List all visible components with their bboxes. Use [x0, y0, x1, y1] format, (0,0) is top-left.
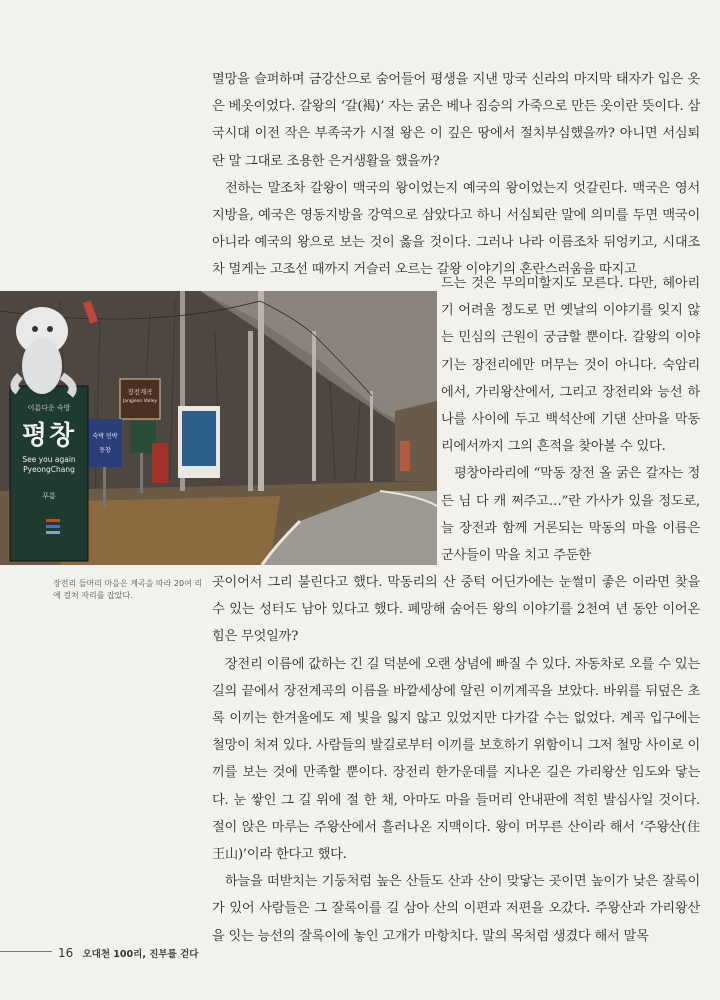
- book-title: 오대천 100리, 진부를 걷다: [82, 949, 199, 960]
- paragraph: 평창아라리에 “막동 장전 올 굵은 갈자는 정든 님 다 캐 쩌주고…”란 가사가 있을 정도로, 늘 장전과 함께 거론되는 막동의 마을 이름은 군사들이 막을 치고 주둔한: [441, 466, 700, 564]
- blue-sign-text: 숙박 민박: [92, 433, 118, 440]
- footer-rule: [0, 951, 52, 952]
- photo-caption: 장전리 들머리 마을은 계곡을 따라 20여 리에 걸쳐 자리를 잡았다.: [53, 579, 203, 600]
- body-text-top: [212, 66, 700, 284]
- paragraph: 곳이어서 그리 불린다고 했다. 막동리의 산 중턱 어딘가에는 눈썰미 좋은 이라면 찾을 수 있는 성터도 남아 있다고 했다. 폐망해 숨어든 왕의 이야기를 2천여 년 동안 이어온 힘은 무엇일까?: [212, 575, 700, 645]
- paragraph: 하늘을 떠받치는 기둥처럼 높은 산들도 산과 산이 맞닿는 곳이면 높이가 낮은 잘록이가 있어 사람들은 그 잘록이를 길 삼아 산의 이편과 저편을 오갔다. 주왕산과 가리왕산을 잇는 능선의 잘록이에 놓인 고개가 마항치다. 말의 목처럼 생겼다 해서 말목: [212, 874, 700, 944]
- sign-big-text: 평창: [21, 421, 77, 451]
- paragraph: 멸망을 슬퍼하며 금강산으로 숨어들어 평생을 지낸 망국 신라의 마지막 태자가 입은 옷은 베옷이었다. 갈왕의 ‘갈(褐)’ 자는 굵은 베나 짐승의 가죽으로 만든 옷이란 뜻이다. 삼국시대 이전 작은 부족국가 시절 왕은 이 깊은 땅에서 절치부심했을까? 아니면 서심퇴란 말 그대로 조용한 은거생활을 했을까?: [212, 72, 700, 169]
- sign-small-text: 푸름: [42, 492, 56, 500]
- board-label: 장전계곡: [127, 388, 153, 396]
- road-photo: [0, 291, 437, 565]
- page-footer: [58, 946, 198, 960]
- sign-tagline: 이름다운 숙방: [27, 404, 71, 412]
- body-text-right: [441, 270, 700, 569]
- paragraph: 장전리 이름에 값하는 긴 길 덕분에 오랜 상념에 빠질 수 있다. 자동차로 오를 수 있는 길의 끝에서 장전계곡의 이름을 바깥세상에 알린 이끼계곡을 보았다. 바위를 뒤덮은 초록 이끼는 한겨울에도 제 빛을 잃지 않고 있었지만 다가갈 수는 없었다. 계곡 입구에는 철망이 처져 있다. 사람들의 발길로부터 이끼를 보호하기 위함이니 그저 철망 사이로 이끼를 보는 것에 만족할 뿐이다. 장전리 한가운데를 지나온 길은 가리왕산 임도와 닿는다. 눈 쌓인 그 길 위에 절 한 채, 아마도 마을 들머리 안내판에 적힌 발심사일 것이다. 절이 앉은 마루는 주왕산에서 흘러나온 지맥이다. 왕이 머무른 산이라 해서 ‘주왕산(住王山)’이라 한다고 했다.: [212, 656, 700, 863]
- paragraph: 드는 것은 무의미할지도 모른다. 다만, 헤아리기 어려울 정도로 먼 옛날의 이야기를 잊지 않는 민심의 근원이 궁금할 뿐이다. 갈왕의 이야기는 장전리에만 머무는 것이 아니다. 숙암리에서, 가리왕산에서, 그리고 장전리와 능선 하나를 사이에 두고 백석산에 기댄 산마을 막동리에서까지 그의 흔적을 찾아볼 수 있다.: [441, 276, 700, 455]
- sign-english-1: See you again: [22, 455, 76, 464]
- sign-english-2: PyeongChang: [23, 465, 75, 474]
- paragraph: 전하는 말조차 갈왕이 맥국의 왕이었는지 예국의 왕이었는지 엇갈린다. 맥국은 영서지방을, 예국은 영동지방을 강역으로 삼았다고 하니 서심퇴란 말에 의미를 두면 맥국이 아니라 예국의 왕으로 보는 것이 옳을 것이다. 그러나 나라 이름조차 뒤엉키고, 시대조차 멀게는 고조선 때까지 거슬러 오르는 갈왕 이야기의 혼란스러움을 따지고: [212, 180, 700, 278]
- body-text-bottom: [212, 569, 700, 950]
- page-number: 16: [58, 946, 74, 960]
- blue-sign-text-2: 동창: [99, 447, 111, 454]
- board-label-english: Jangjeon Valley: [122, 399, 158, 404]
